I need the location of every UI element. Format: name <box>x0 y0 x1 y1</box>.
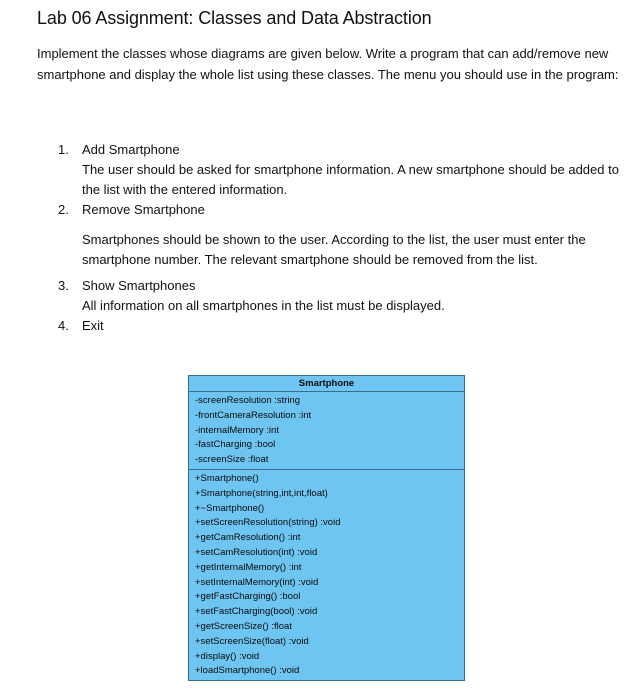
menu-item-title: Add Smartphone <box>82 142 180 157</box>
uml-method: +getInternalMemory() :int <box>195 561 302 573</box>
menu-list <box>58 140 623 336</box>
menu-item-title: Show Smartphones <box>82 278 196 293</box>
uml-attribute: -screenResolution :string <box>195 395 301 406</box>
menu-item-number: 2. <box>58 202 69 217</box>
uml-method: +~Smartphone() <box>195 502 265 514</box>
uml-method: +getFastCharging() :bool <box>195 591 301 603</box>
menu-item-number: 4. <box>58 318 69 333</box>
menu-item-title: Exit <box>82 318 104 333</box>
uml-method: +getCamResolution() :int <box>195 532 301 544</box>
uml-method: +setCamResolution(int) :void <box>195 546 318 558</box>
uml-method: +getScreenSize() :float <box>195 620 292 632</box>
uml-attribute: -fastCharging :bool <box>195 439 276 451</box>
menu-item-show <box>58 276 623 316</box>
uml-class-name: Smartphone <box>189 376 464 392</box>
uml-attribute: -frontCameraResolution :int <box>195 409 312 421</box>
menu-item-title: Remove Smartphone <box>82 202 205 217</box>
menu-item-remove <box>58 200 623 276</box>
uml-class-diagram <box>188 375 465 681</box>
uml-method: +setScreenResolution(string) :void <box>195 517 341 529</box>
uml-method: +display() :void <box>195 650 260 662</box>
uml-method: +Smartphone() <box>195 472 259 484</box>
menu-item-description: Smartphones should be shown to the user. According to the list, the user must enter the smartphone number. The relevant smartphone should be removed from the list. <box>82 232 586 267</box>
uml-attribute: -screenSize :float <box>195 454 269 466</box>
menu-item-description: The user should be asked for smartphone information. A new smartphone should be added to the list with the entered information. <box>82 162 619 197</box>
menu-item-add <box>58 140 623 200</box>
assignment-title: Lab 06 Assignment: Classes and Data Abstraction <box>37 8 432 28</box>
uml-methods-section <box>189 470 464 680</box>
uml-method: +setInternalMemory(int) :void <box>195 576 319 588</box>
menu-item-number: 1. <box>58 142 69 157</box>
uml-method: +setScreenSize(float) :void <box>195 635 309 647</box>
uml-method: +loadSmartphone() :void <box>195 665 300 677</box>
menu-item-exit <box>58 316 623 336</box>
uml-method: +Smartphone(string,int,int,float) <box>195 487 328 499</box>
intro-paragraph: Implement the classes whose diagrams are given below. Write a program that can add/remove new smartphone and display the whole list using these classes. The menu you should use in the program: <box>37 46 619 82</box>
uml-attribute: -internalMemory :int <box>195 424 279 436</box>
menu-item-number: 3. <box>58 278 69 293</box>
uml-method: +setFastCharging(bool) :void <box>195 606 318 618</box>
menu-item-description: All information on all smartphones in the list must be displayed. <box>82 298 445 313</box>
uml-attributes-section <box>189 392 464 470</box>
